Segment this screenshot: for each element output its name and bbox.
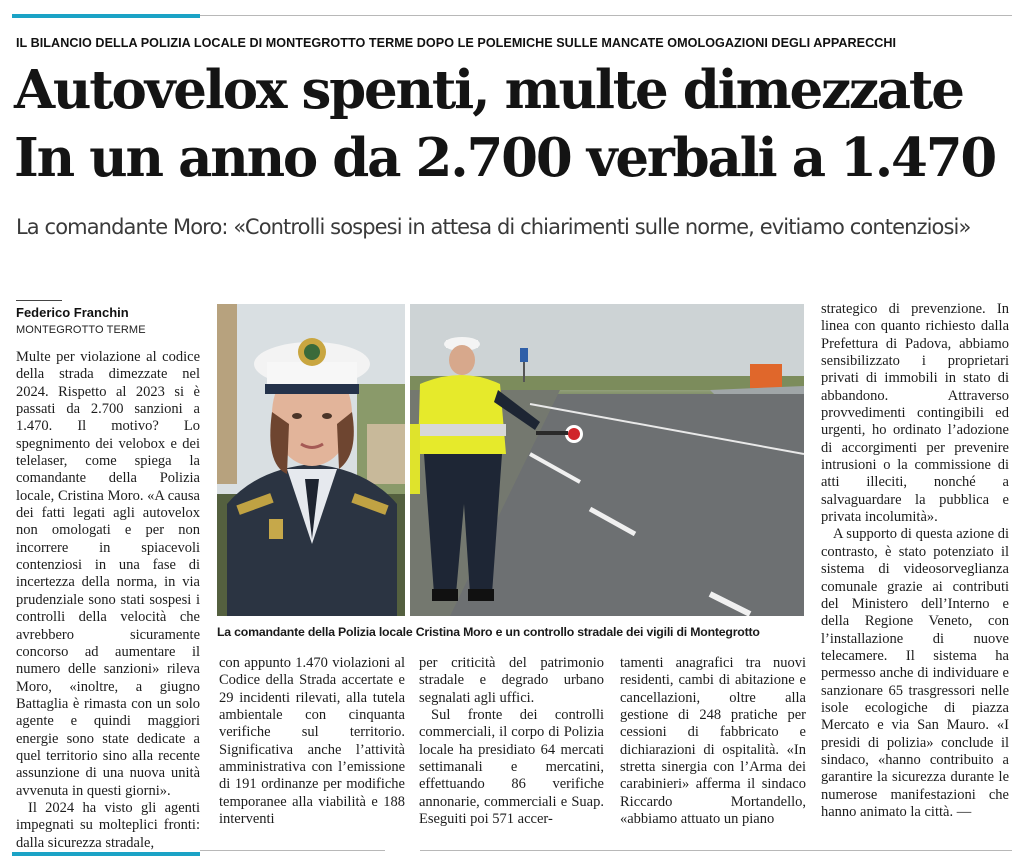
road-check-illustration xyxy=(410,304,804,616)
article-column-3 xyxy=(419,655,604,828)
paragraph: per criticità del patrimonio stradale e degrado urbano segnalati agli uffici. xyxy=(419,655,604,706)
article-column-5 xyxy=(821,301,1009,821)
headline-line-2: In un anno da 2.700 verbali a 1.470 xyxy=(14,127,996,189)
headline-line-1: Autovelox spenti, multe dimezzate xyxy=(14,59,963,121)
accent-bar-bottom xyxy=(12,852,200,856)
bottom-rule-left xyxy=(200,850,385,851)
author-name: Federico Franchin xyxy=(16,305,129,320)
paragraph: A supporto di questa azione di contrasto, è stato potenziato il sistema di videosorveglianza comunale grazie ai contributi del Ministero dell’Interno e della Regione Veneto, con l’installazione di nuove telecamere. Il sistema ha permesso anche di individuare e sanzionare 65 trasgressori nelle isole ecologiche di piazza Mercato e via San Mauro. «I presidi di polizia» conclude il sindaco, «hanno contribuito a garantire la sicurezza durante le numerose manifestazioni che hanno animato la città. — xyxy=(821,526,1009,820)
portrait-illustration xyxy=(217,304,405,616)
accent-bar-top xyxy=(12,14,200,18)
paragraph: Sul fronte dei controlli commerciali, il corpo di Polizia locale ha presidiato 64 mercati settimanali e mercatini, effettuando 86 verifiche annonarie, commerciali e Suap. Eseguiti poi 571 accer- xyxy=(419,707,604,828)
top-rule xyxy=(200,15,1012,16)
paragraph: con appunto 1.470 violazioni al Codice della Strada accertate e 29 incidenti rilevati, alla tutela ambientale con cinquanta verifiche sul territorio. Significativa anche l’attività amministrativa con l’emissione di 191 ordinanze per modifiche temporanee alla viabilità e 188 interventi xyxy=(219,655,405,828)
article-column-1 xyxy=(16,349,200,852)
article-column-2 xyxy=(219,655,405,828)
photo-caption: La comandante della Polizia locale Cristina Moro e un controllo stradale dei vigili di Montegrotto xyxy=(217,625,760,639)
paragraph: Multe per violazione al codice della strada dimezzate nel 2024. Rispetto al 2023 si è passati da 2.700 sanzioni a 1.470. Il motivo? Lo spegnimento dei velobox e dei telelaser, come spiega la comandante della Polizia locale, Cristina Moro. «A causa dei fatti legati agli autovelox non omologati e per non incorrere in spiacevoli contenziosi in una fase di incertezza della norma, in via prudenziale sono stati sospesi i controlli della velocità che avrebbero sicuramente concorso ad aumentare il numero delle sanzioni» rileva Moro, «inoltre, a giugno Battaglia è rimasta con un solo agente e quindi maggiori energie sono state dedicate a quel territorio sino alla recente assunzione di una nuova unità avvenuta in questi giorni». xyxy=(16,349,200,799)
subheadline: La comandante Moro: «Controlli sospesi in attesa di chiarimenti sulle norme, evitiamo contenziosi» xyxy=(16,215,971,239)
road-check-photo xyxy=(410,304,804,616)
bottom-rule xyxy=(420,850,1012,851)
paragraph: tamenti anagrafici tra nuovi residenti, cambi di abitazione e cancellazioni, oltre alla gestione di 248 pratiche per cessioni di fabbricato e dichiarazioni di ospitalità. «In stretta sinergia con l’Arma dei carabinieri» afferma il sindaco Riccardo Mortandello, «abbiamo attuato un piano xyxy=(620,655,806,828)
commander-portrait-photo xyxy=(217,304,405,616)
paragraph: strategico di prevenzione. In linea con quanto richiesto dalla Prefettura di Padova, abbiamo sensibilizzato i proprietari privati di immobili in stato di abbandono. Attraverso provvedimenti contingibili ed urgenti, ho ordinato l’adozione di accorgimenti per prevenire intrusioni o la commissione di atti illeciti, nonché a salvaguardare la pubblica e privata incolumità». xyxy=(821,301,1009,526)
dateline: MONTEGROTTO TERME xyxy=(16,324,146,336)
kicker: IL BILANCIO DELLA POLIZIA LOCALE DI MONTEGROTTO TERME DOPO LE POLEMICHE SULLE MANCATE OMOLOGAZIONI DEGLI APPARECCHI xyxy=(16,36,897,50)
paragraph: Il 2024 ha visto gli agenti impegnati su molteplici fronti: dalla sicurezza stradale, xyxy=(16,799,200,851)
byline-rule xyxy=(16,300,62,301)
article-column-4 xyxy=(620,655,806,828)
